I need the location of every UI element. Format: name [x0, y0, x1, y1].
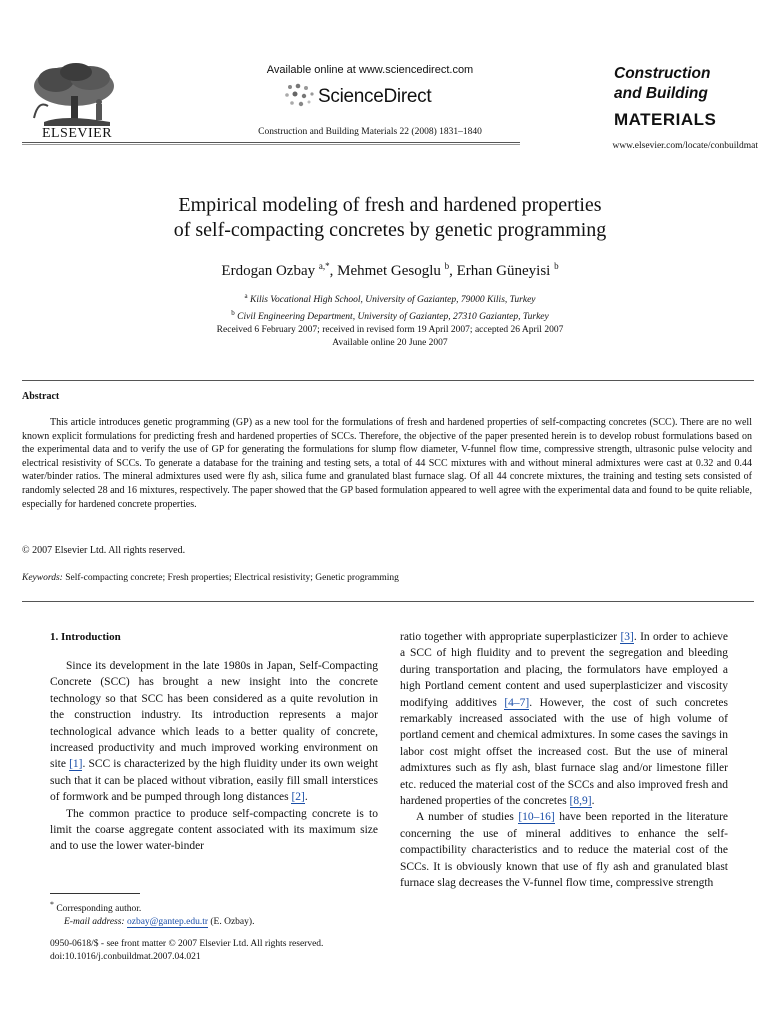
- author-affiliation-mark[interactable]: a,*: [318, 261, 330, 271]
- author-name: Mehmet Gesoglu: [337, 263, 441, 279]
- article-title: [60, 193, 720, 243]
- affiliation-mark: a: [244, 292, 248, 300]
- abstract-bottom-rule: [22, 601, 754, 602]
- affiliation-text: Kilis Vocational High School, University of Gaziantep, 79000 Kilis, Turkey: [249, 295, 536, 306]
- paragraph: [400, 629, 728, 809]
- keywords-list: Self-compacting concrete; Fresh properties; Electrical resistivity; Genetic programming: [65, 573, 399, 583]
- article-title-line: Empirical modeling of fresh and hardened properties: [178, 194, 602, 216]
- affiliation-line: [60, 290, 720, 307]
- issn-line: 0950-0618/$ - see front matter © 2007 Elsevier Ltd. All rights reserved.: [50, 939, 324, 949]
- citation-link[interactable]: [2]: [291, 791, 305, 804]
- abstract-copyright: © 2007 Elsevier Ltd. All rights reserved.: [22, 545, 186, 556]
- article-history: [60, 324, 720, 350]
- paragraph: [50, 658, 378, 806]
- article-title-line: of self-compacting concretes by genetic programming: [173, 219, 607, 241]
- email-link[interactable]: ozbay@gantep.edu.tr: [126, 917, 209, 928]
- footnote-rule: [50, 893, 140, 894]
- email-line: [50, 916, 380, 929]
- abstract-heading: Abstract: [22, 391, 60, 402]
- author-name: Erhan Güneyisi: [456, 263, 551, 279]
- citation-link[interactable]: [1]: [69, 758, 83, 771]
- journal-title-line: and Building: [614, 85, 708, 102]
- paragraph: The common practice to produce self-compacting concrete is to limit the coarse aggregate content associated with its maximum size and to use the lower water-binder: [50, 807, 378, 853]
- journal-url[interactable]: www.elsevier.com/locate/conbuildmat: [520, 141, 758, 151]
- journal-title: [614, 64, 754, 104]
- email-label: E-mail address:: [64, 917, 125, 928]
- paragraph-text: .: [304, 791, 308, 804]
- affiliations: [60, 290, 720, 324]
- footnote: [50, 898, 380, 929]
- journal-citation: Construction and Building Materials 22 (2008) 1831–1840: [258, 127, 482, 137]
- publisher-name: ELSEVIER: [41, 126, 113, 141]
- citation-link[interactable]: [3]: [620, 631, 634, 643]
- author-name: Erdogan Ozbay: [221, 263, 316, 279]
- paragraph-text: . However, the cost of such concretes remarkably increased associated with the use of high volume of portland cement and chemical admixtures. In some cases the savings in labor cost might offset the increased cost. But the use of mineral admixtures such as fly ash, blast furnace slag and/or limestone filler etc. reduced the material cost of the SCCs and also improved fresh and hardened properties of the concretes: [400, 696, 728, 808]
- sciencedirect-wordmark: ScienceDirect: [318, 86, 432, 107]
- citation-link[interactable]: [8,9]: [569, 795, 592, 808]
- affiliation-text: Civil Engineering Department, University of Gaziantep, 27310 Gaziantep, Turkey: [237, 312, 549, 323]
- citation-link[interactable]: [4–7]: [504, 696, 530, 709]
- keywords: [22, 573, 752, 583]
- available-online-date: Available online 20 June 2007: [332, 338, 448, 348]
- abstract-body: This article introduces genetic programming (GP) as a new tool for the formulations of fresh and hardened properties of self-compacting concretes (SCC). There are no well known explicit formulations for predicting fresh and hardened properties of SCCs. Therefore, the objective of the paper presented herein is to develop robust formulations based on the experimental data and to verify the use of GP for generating the formulations for slump flow diameter, V-funnel flow time, compressive strength, ultrasonic pulse velocity and electrical resistivity of SCCs. To generate a database for the training and testing sets, a total of 44 SCC mixtures with and without mineral admixtures were cast at 0.32 and 0.44 water/binder ratios. The mineral admixtures used were fly ash, silica fume and granulated blast furnace slag. Of all 44 concrete mixtures, the training and testing sets consisted of randomly selected 28 and 16 mixtures, respectively. The paper showed that the GP based formulation appeared to well agree with the experimental data and found to be quite reliable, especially for hardened concrete properties.: [22, 417, 752, 510]
- corresponding-author-note: [50, 898, 380, 916]
- left-column: [50, 658, 378, 855]
- author-affiliation-mark[interactable]: b: [554, 261, 559, 271]
- corresponding-author-text: Corresponding author.: [56, 904, 142, 915]
- paragraph-text: . SCC is characterized by the high fluidity under its own weight such that it can be placed without vibration, easily fill small interstices of formwork and be pumped through long distances: [50, 758, 378, 804]
- section-heading: 1. Introduction: [50, 631, 121, 643]
- issn-block: [50, 938, 390, 964]
- journal-title-line: Construction: [614, 65, 711, 82]
- paragraph-text: .: [591, 795, 595, 808]
- paragraph-text: Since its development in the late 1980s in Japan, Self-Compacting Concrete (SCC) has brought a new insight into the concrete technology so that SCC has been considered as a quite revolution in the construction industry. Its introduction represents a major technological advance which leads to a better quality of concrete, increased productivity and much improved working environment on site: [50, 660, 378, 771]
- keywords-label: Keywords:: [22, 573, 63, 583]
- affiliation-line: [60, 307, 720, 324]
- email-suffix: (E. Ozbay).: [210, 917, 255, 928]
- right-column: [400, 629, 728, 892]
- paragraph-text: A number of studies: [416, 811, 519, 824]
- journal-title-materials: MATERIALS: [614, 110, 717, 129]
- abstract-top-rule: [22, 380, 754, 381]
- paragraph-text: . In order to achieve a SCC of high fluidity and to prevent the segregation and bleeding during transportation and placing, the formulators have employed a high Portland cement content and used superplasticizer and viscosity modifying additives: [400, 631, 728, 709]
- paragraph: [400, 809, 728, 891]
- author-affiliation-mark[interactable]: b: [444, 261, 450, 271]
- affiliation-mark: b: [231, 309, 235, 318]
- doi-line[interactable]: doi:10.1016/j.conbuildmat.2007.04.021: [50, 952, 201, 962]
- elsevier-tree-logo-icon: [24, 60, 130, 130]
- footnote-mark: *: [50, 900, 54, 909]
- paragraph-text: have been reported in the literature concerning the use of mineral additives to enhance the self-compactibility characteristics and to reduce the material cost of the SCCs. It is obviously known that use of fly ash and granulated blast furnace slag decreases the V-funnel flow time, compressive strength: [400, 811, 729, 890]
- paragraph-text: ratio together with appropriate superplasticizer: [400, 631, 621, 643]
- available-online-text: Available online at www.sciencedirect.com: [266, 64, 474, 76]
- citation-link[interactable]: [10–16]: [518, 811, 555, 824]
- received-dates: Received 6 February 2007; received in revised form 19 April 2007; accepted 26 April 2007: [216, 325, 564, 335]
- author-list: Erdogan Ozbay $^{a,*}$, Mehmet Gesoglu $^b$, Erhan Güneyisi $^b$: [221, 261, 559, 279]
